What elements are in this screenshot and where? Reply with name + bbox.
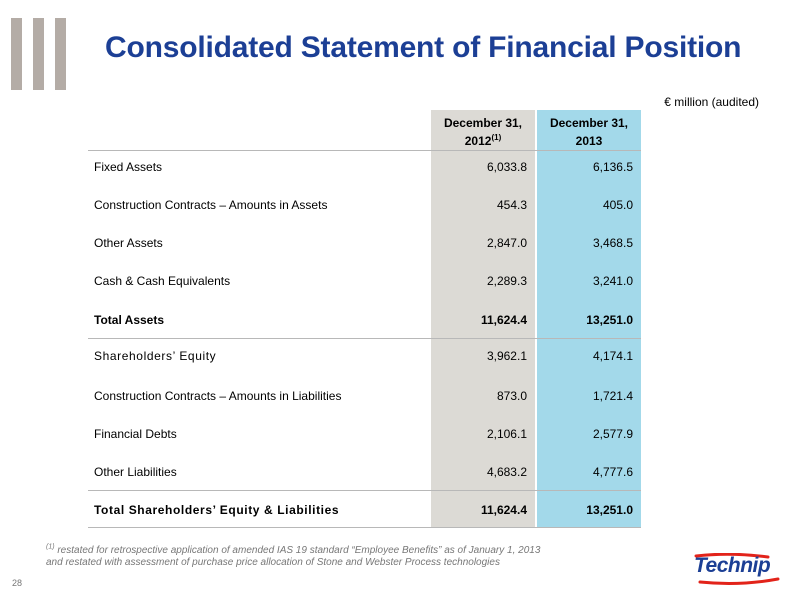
value-2012: 11,624.4 [480,503,527,517]
table-row [0,157,800,177]
decor-bar-1 [11,18,22,90]
footnote-ref: (1) [491,133,502,142]
footnote-line-2: and restated with assessment of purchase price allocation of Stone and Webster Process technologies [46,557,500,568]
table-row [0,233,800,253]
logo-text: Technip [694,554,771,577]
value-2012: 4,683.2 [486,465,527,479]
column-header-2012-line1: December 31, [443,116,523,130]
row-label: Construction Contracts – Amounts in Liabilities [94,389,342,403]
row-label: Total Assets [94,313,165,327]
footnote-marker: (1) [46,543,55,551]
value-2013: 13,251.0 [586,313,633,327]
row-label: Cash & Cash Equivalents [94,274,231,288]
page-title: Consolidated Statement of Financial Position [105,31,742,64]
value-2013: 3,468.5 [592,236,633,250]
section-divider [88,338,641,339]
value-2013: 405.0 [602,198,633,212]
table-row [0,271,800,291]
footnote-text-1: restated for retrospective application of amended IAS 19 standard “Employee Benefits” as of January 1, 2013 [54,545,541,556]
header-divider [88,150,641,151]
decor-bar-2 [33,18,44,90]
value-2013: 3,241.0 [592,274,633,288]
footnote-line-1 [46,545,540,557]
value-2013: 13,251.0 [586,503,633,517]
technip-logo [690,553,782,585]
column-header-2012-line2 [431,132,535,150]
bottom-divider [88,527,641,528]
value-2012: 2,847.0 [486,236,527,250]
row-label: Total Shareholders’ Equity & Liabilities [94,503,340,517]
column-header-2013-line1: December 31, [549,116,629,130]
row-label: Fixed Assets [94,160,163,174]
table-row [0,386,800,406]
total-divider [88,490,641,491]
value-2012: 2,106.1 [486,427,527,441]
table-row-total-liabilities [0,500,800,520]
column-header-2012-year: 2012 [464,134,492,148]
table-row [0,424,800,444]
units-note: € million (audited) [664,95,759,109]
value-2013: 4,777.6 [592,465,633,479]
decor-bar-3 [55,18,66,90]
row-label: Construction Contracts – Amounts in Assets [94,198,328,212]
column-header-2013-year: 2013 [575,134,603,148]
value-2012: 6,033.8 [486,160,527,174]
row-label: Other Assets [94,236,163,250]
row-label: Financial Debts [94,427,177,441]
footnote [46,545,540,569]
value-2013: 1,721.4 [592,389,633,403]
value-2012: 2,289.3 [486,274,527,288]
row-label: Other Liabilities [94,465,177,479]
table-row [0,462,800,482]
value-2012: 11,624.4 [480,313,527,327]
column-header-2013 [537,114,641,150]
column-header-2012 [431,114,535,150]
value-2012: 873.0 [496,389,527,403]
table-row [0,346,800,366]
value-2012: 454.3 [496,198,527,212]
table-row [0,195,800,215]
value-2013: 6,136.5 [592,160,633,174]
table-row-total-assets [0,310,800,330]
value-2013: 2,577.9 [592,427,633,441]
value-2013: 4,174.1 [592,349,633,363]
page-number: 28 [12,578,23,588]
value-2012: 3,962.1 [486,349,527,363]
row-label: Shareholders’ Equity [94,349,217,363]
